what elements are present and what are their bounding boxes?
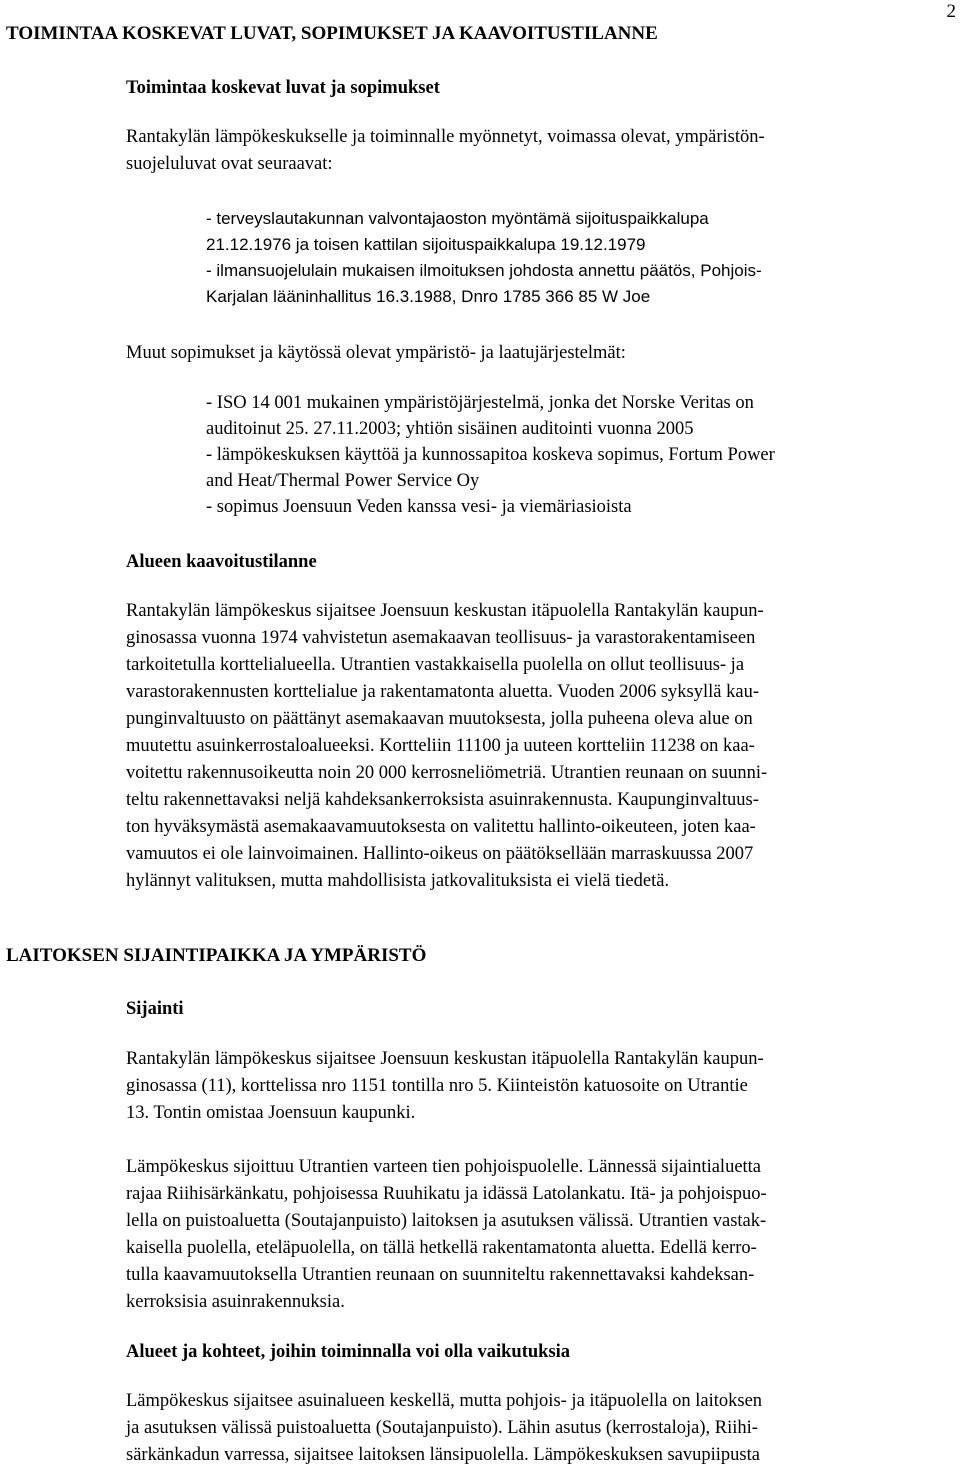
text-line: ginosassa vuonna 1974 vahvistetun asemakaavan teollisuus- ja varastorakentamiseen	[126, 628, 756, 648]
text-line: punginvaltuusto on päättänyt asemakaavan muutoksesta, jolla puheena oleva alue on	[126, 709, 753, 729]
subsection-title-permits: Toimintaa koskevat luvat ja sopimukset	[126, 78, 440, 98]
text-line: tulla kaavamuutoksella Utrantien reunaan on suunniteltu rakennettavaksi kahdeksan-	[126, 1265, 755, 1285]
subsection-title-location: Sijainti	[126, 999, 184, 1019]
list-item: - ilmansuojelulain mukaisen ilmoituksen johdosta annettu päätös, Pohjois-	[206, 261, 762, 280]
text-line: ja asutuksen välissä puistoaluetta (Soutajanpuisto). Lähin asutus (kerrostaloja), Riihi-	[126, 1418, 758, 1438]
text-line: rajaa Riihisärkänkatu, pohjoisessa Ruuhikatu ja idässä Latolankatu. Itä- ja pohjoispuo-	[126, 1184, 767, 1204]
subsection-title-impact: Alueet ja kohteet, joihin toiminnalla voi olla vaikutuksia	[126, 1342, 571, 1362]
page-number: 2	[946, 1, 956, 22]
zoning-paragraph	[126, 598, 916, 895]
text-line: kerroksisia asuinrakennuksia.	[126, 1292, 345, 1312]
location-paragraph-2	[126, 1154, 916, 1316]
text-line: ginosassa (11), korttelissa nro 1151 tontilla nro 5. Kiinteistön katuosoite on Utrantie	[126, 1076, 748, 1096]
list-item: auditoinut 25. 27.11.2003; yhtiön sisäinen auditointi vuonna 2005	[206, 419, 694, 439]
text-line: varastorakennusten korttelialue ja rakentamatonta aluetta. Vuoden 2006 syksyllä kau-	[126, 682, 759, 702]
other-agreements-intro	[126, 340, 916, 367]
list-item: - sopimus Joensuun Veden kanssa vesi- ja viemäriasioista	[206, 497, 632, 517]
intro-paragraph	[126, 124, 916, 178]
text-line: suojeluluvat ovat seuraavat:	[126, 154, 333, 174]
list-item: 21.12.1976 ja toisen kattilan sijoituspaikkalupa 19.12.1979	[206, 235, 646, 254]
text-line: Rantakylän lämpökeskukselle ja toiminnalle myönnetyt, voimassa olevat, ympäristön-	[126, 127, 765, 147]
subsection-title-zoning: Alueen kaavoitustilanne	[126, 552, 317, 572]
text-line: hylännyt valituksen, mutta mahdollisista jatkovalituksista ei vielä tiedetä.	[126, 871, 670, 891]
list-item: - lämpökeskuksen käyttöä ja kunnossapitoa koskeva sopimus, Fortum Power	[206, 445, 775, 465]
text-line: Lämpökeskus sijaitsee asuinalueen keskellä, mutta pohjois- ja itäpuolella on laitoksen	[126, 1391, 763, 1411]
location-paragraph-1	[126, 1046, 916, 1127]
text-line: lella on puistoaluetta (Soutajanpuisto) laitoksen ja asutuksen välissä. Utrantien vastak-	[126, 1211, 767, 1231]
section-title-location: LAITOKSEN SIJAINTIPAIKKA JA YMPÄRISTÖ	[6, 945, 427, 966]
text-line: Lämpökeskus sijoittuu Utrantien varteen tien pohjoispuolelle. Lännessä sijaintialuetta	[126, 1157, 762, 1177]
list-item: Karjalan lääninhallitus 16.3.1988, Dnro 1785 366 85 W Joe	[206, 287, 651, 306]
permit-list	[206, 206, 906, 310]
other-agreements-list	[206, 390, 906, 520]
text-line: tarkoitetulla korttelialueella. Utrantien vastakkaisella puolella on ollut teollisuus- ja	[126, 655, 745, 675]
list-item: and Heat/Thermal Power Service Oy	[206, 471, 480, 491]
text-line: Muut sopimukset ja käytössä olevat ympäristö- ja laatujärjestelmät:	[126, 343, 626, 363]
text-line: teltu rakennettavaksi neljä kahdeksankerroksista asuinrakennusta. Kaupunginvaltuus-	[126, 790, 759, 810]
section-title-permits: TOIMINTAA KOSKEVAT LUVAT, SOPIMUKSET JA KAAVOITUSTILANNE	[6, 23, 658, 44]
text-line: särkänkadun varressa, sijaitsee laitoksen länsipuolella. Lämpökeskuksen savupiipusta	[126, 1445, 760, 1465]
text-line: Rantakylän lämpökeskus sijaitsee Joensuun keskustan itäpuolella Rantakylän kaupun-	[126, 601, 764, 621]
text-line: 13. Tontin omistaa Joensuun kaupunki.	[126, 1103, 416, 1123]
text-line: ton hyväksymästä asemakaavamuutoksesta on valitettu hallinto-oikeuteen, joten kaa-	[126, 817, 756, 837]
text-line: vamuutos ei ole lainvoimainen. Hallinto-oikeus on päätöksellään marraskuussa 2007	[126, 844, 754, 864]
text-line: kaisella puolella, eteläpuolella, on tällä hetkellä rakentamatonta aluetta. Edellä kerro-	[126, 1238, 757, 1258]
impact-paragraph	[126, 1388, 916, 1469]
text-line: Rantakylän lämpökeskus sijaitsee Joensuun keskustan itäpuolella Rantakylän kaupun-	[126, 1049, 764, 1069]
list-item: - terveyslautakunnan valvontajaoston myöntämä sijoituspaikkalupa	[206, 209, 709, 228]
list-item: - ISO 14 001 mukainen ympäristöjärjestelmä, jonka det Norske Veritas on	[206, 393, 754, 413]
text-line: muutettu asuinkerrostaloalueeksi. Kortteliin 11100 ja uuteen kortteliin 11238 on kaa-	[126, 736, 755, 756]
text-line: voitettu rakennusoikeutta noin 20 000 kerrosneliömetriä. Utrantien reunaan on suunni-	[126, 763, 768, 783]
